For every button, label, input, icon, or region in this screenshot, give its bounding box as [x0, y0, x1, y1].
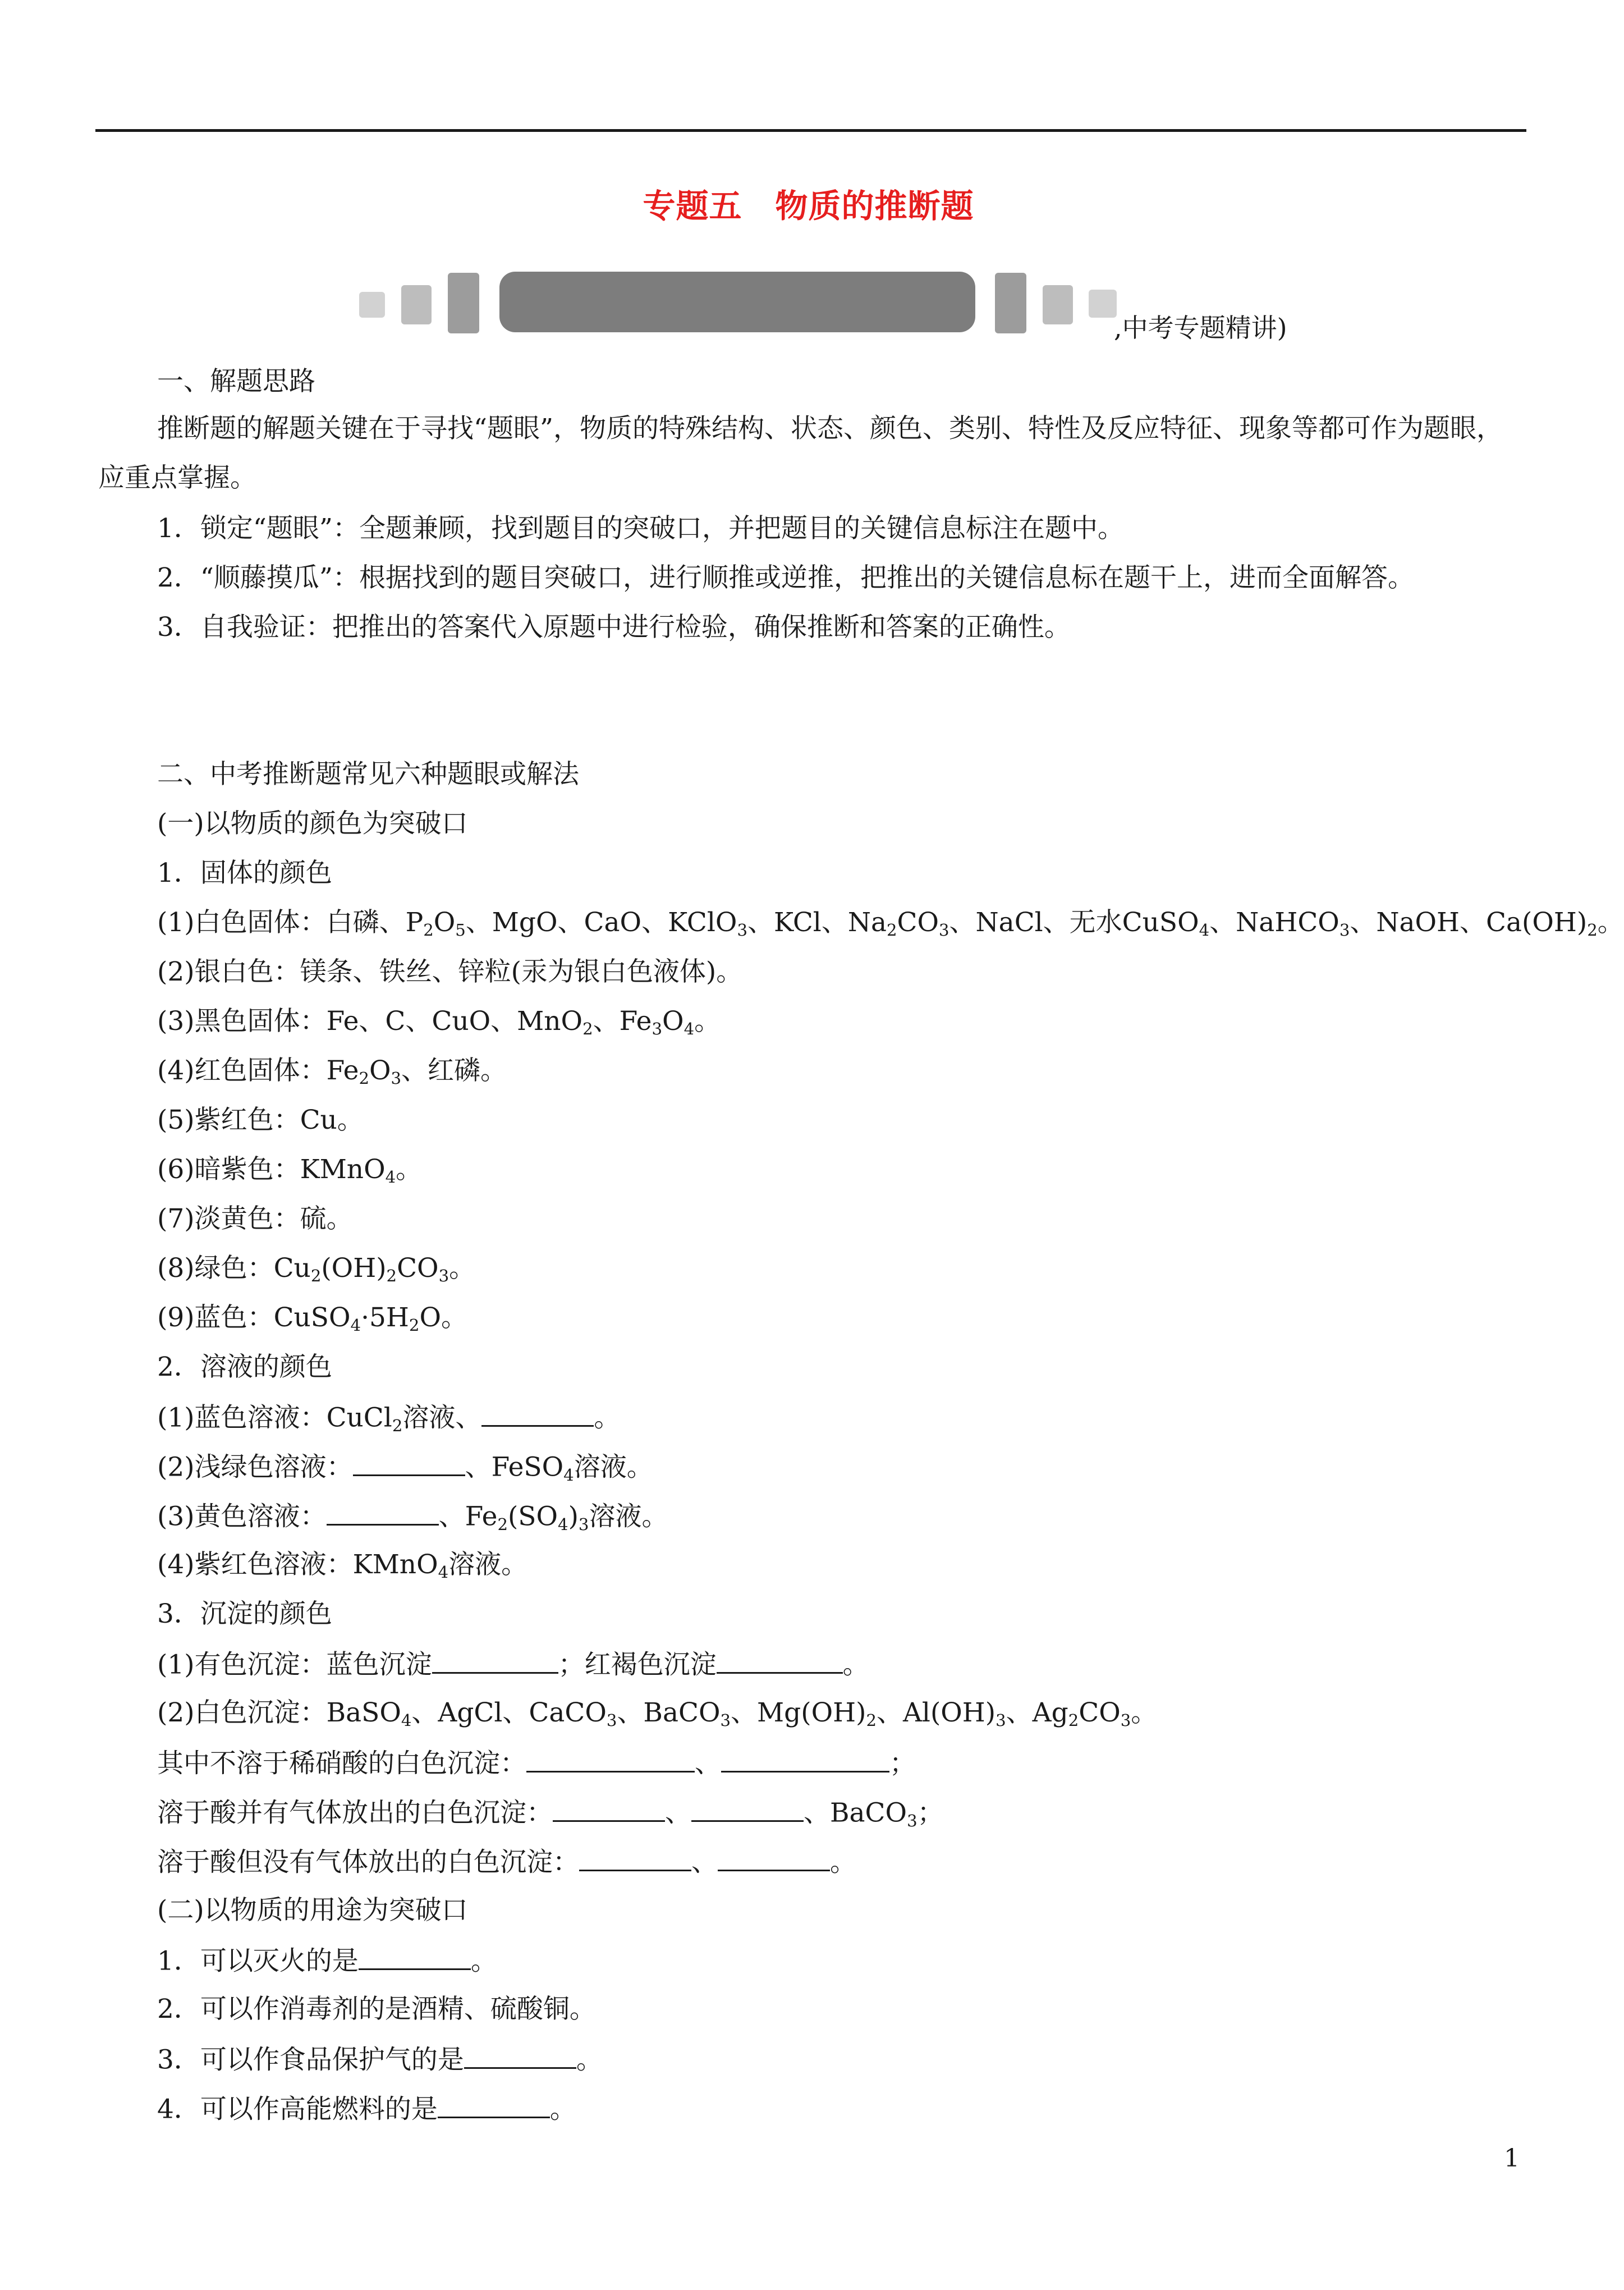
list-item: 4．可以作高能燃料的是 。 [157, 2091, 576, 2127]
answer-blank[interactable] [579, 1844, 691, 1871]
list-item: 3．可以作食品保护气的是 。 [157, 2042, 603, 2077]
list-item: (2)银白色：镁条、铁丝、锌粒(汞为银白色液体)。 [157, 956, 743, 987]
list-item: (3)黑色固体：Fe、C、CuO、MnO$_2$、$Fe_3O_4$。 [157, 1006, 721, 1039]
banner-square [1043, 285, 1073, 324]
answer-blank[interactable] [718, 1844, 830, 1871]
list-item: 溶于酸但没有气体放出的白色沉淀： 、 。 [157, 1844, 856, 1880]
banner-pill [499, 272, 975, 332]
banner-caption: ,中考专题精讲) [1114, 313, 1287, 343]
list-item: 1．可以灭火的是 。 [157, 1943, 497, 1978]
answer-blank[interactable] [353, 1449, 465, 1476]
answer-blank[interactable] [327, 1499, 439, 1526]
subsection-heading: (一)以物质的颜色为突破口 [157, 808, 468, 839]
paragraph: 推断题的解题关键在于寻找“题眼”，物质的特殊结构、状态、颜色、类别、特性及反应特征、现象等都可作为题眼，应重点掌握。 [98, 413, 1503, 493]
list-item: 1．锁定“题眼”：全题兼顾，找到题目的突破口，并把题目的关键信息标注在题中。 [157, 513, 1124, 544]
list-item: 2．“顺藤摸瓜”：根据找到的题目突破口，进行顺推或逆推，把推出的关键信息标在题干上，进而全面解答。 [157, 562, 1414, 593]
page-number: 1 [1504, 2144, 1520, 2173]
list-item: (8)绿色：$Cu_2(OH)_2CO_3$。 [157, 1253, 476, 1286]
answer-blank[interactable] [432, 1647, 558, 1674]
section-heading: 二、中考推断题常见六种题眼或解法 [157, 759, 579, 790]
item-heading: 1．固体的颜色 [157, 858, 332, 888]
header-rule [95, 129, 1526, 132]
page-title: 专题五 物质的推断题 [643, 187, 974, 225]
item-heading: 2．溶液的颜色 [157, 1352, 332, 1382]
list-item: (4)紫红色溶液：KMnO$_4$溶液。 [157, 1549, 528, 1582]
list-item: 2．可以作消毒剂的是酒精、硫酸铜。 [157, 1994, 596, 2025]
list-item: 3．自我验证：把推出的答案代入原题中进行检验，确保推断和答案的正确性。 [157, 612, 1071, 643]
banner-square [448, 273, 479, 333]
item-heading: 3．沉淀的颜色 [157, 1599, 332, 1629]
section-heading: 一、解题思路 [157, 366, 315, 397]
answer-blank[interactable] [721, 1746, 889, 1773]
answer-blank[interactable] [464, 2042, 576, 2069]
list-item: (9)蓝色：$CuSO_4\cdot 5H_2O$。 [157, 1302, 467, 1335]
list-item: (2)白色沉淀：BaSO$_4$、AgCl、CaCO$_3$、BaCO$_3$、$Mg(OH)_2$、$Al(OH)_3$、$Ag_2CO_3$。 [157, 1697, 1158, 1730]
list-item: (1)蓝色溶液：CuCl$_2$溶液、 。 [157, 1400, 620, 1435]
answer-blank[interactable] [553, 1795, 665, 1822]
banner-square [995, 273, 1026, 333]
list-item: (5)紫红色：Cu。 [157, 1105, 364, 1135]
list-item: 溶于酸并有气体放出的白色沉淀： 、 、BaCO$_3$； [157, 1795, 944, 1830]
answer-blank[interactable] [438, 2091, 550, 2118]
list-item: (1)白色固体：白磷、$P_2O_5$、MgO、CaO、KClO$_3$、KCl、$Na_2CO_3$、NaCl、无水CuSO$_4$、NaHCO$_3$、NaOH、$Ca(OH)_2$。 [157, 907, 1624, 940]
answer-blank[interactable] [526, 1746, 695, 1773]
subsection-heading: (二)以物质的用途为突破口 [157, 1895, 468, 1926]
answer-blank[interactable] [359, 1943, 471, 1970]
banner-square [359, 292, 385, 318]
list-item: (4)红色固体：$Fe_2O_3$、红磷。 [157, 1055, 507, 1088]
list-item: (7)淡黄色：硫。 [157, 1203, 353, 1234]
list-item: (6)暗紫色：KMnO$_4$。 [157, 1154, 423, 1187]
list-item: (1)有色沉淀：蓝色沉淀 ；红褐色沉淀 。 [157, 1647, 869, 1682]
answer-blank[interactable] [481, 1400, 594, 1427]
list-item: 其中不溶于稀硝酸的白色沉淀： 、 ； [157, 1746, 916, 1781]
answer-blank[interactable] [717, 1647, 843, 1674]
answer-blank[interactable] [691, 1795, 804, 1822]
list-item: (2)浅绿色溶液： 、FeSO$_4$溶液。 [157, 1449, 653, 1485]
list-item: (3)黄色溶液： 、$Fe_2(SO_4)_3$溶液。 [157, 1499, 668, 1534]
banner-square [401, 285, 432, 324]
banner-square [1089, 290, 1117, 318]
